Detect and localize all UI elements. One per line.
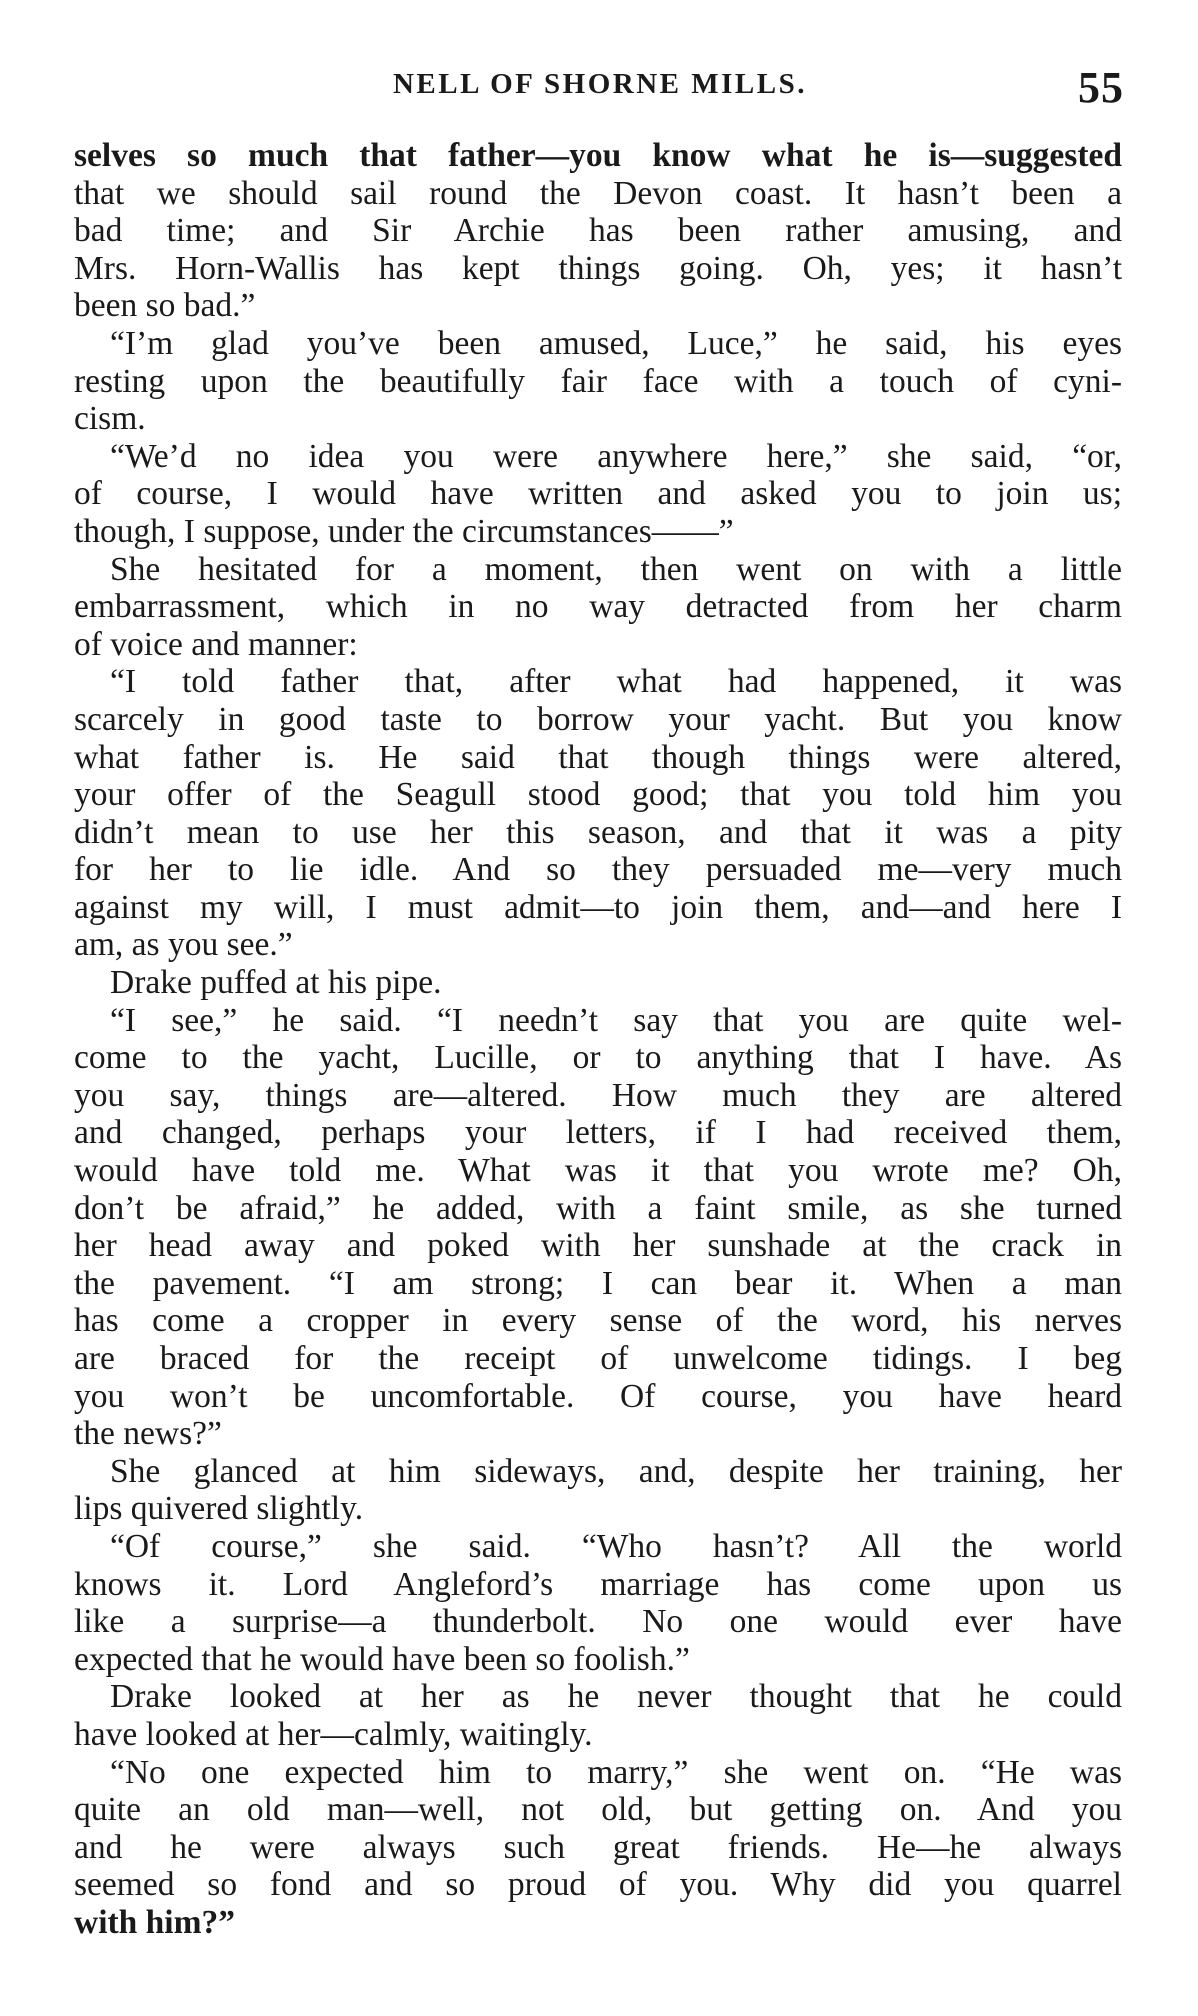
text-line: you say, things are—altered. How much they are altered [74,1076,1122,1114]
text-line: don’t be afraid,” he added, with a faint smile, as she turned [74,1189,1122,1227]
text-line: selves so much that father—you know what he is—suggested [74,137,1122,174]
text-line: scarcely in good taste to borrow your yacht. But you know [74,700,1122,738]
text-line: bad time; and Sir Archie has been rather amusing, and [74,212,1122,250]
running-title: NELL OF SHORNE MILLS. [392,68,807,100]
page-number: 55 [1078,63,1124,112]
text-line: been so bad.” [74,287,256,325]
text-line: and changed, perhaps your letters, if I had received them, [74,1114,1122,1152]
text-line: for her to lie idle. And so they persuaded me—very much [74,851,1122,889]
text-line: am, as you see.” [74,926,293,964]
text-line: “I’m glad you’ve been amused, Luce,” he said, his eyes [110,324,1122,362]
text-line: lips quivered slightly. [74,1490,364,1528]
text-line: has come a cropper in every sense of the word, his nerves [74,1302,1122,1340]
text-line: the news?” [74,1415,222,1453]
text-line: of voice and manner: [74,625,358,663]
text-line: didn’t mean to use her this season, and that it was a pity [74,813,1122,851]
text-line: “Of course,” she said. “Who hasn’t? All the world [110,1527,1122,1565]
text-line: with him?” [74,1903,236,1941]
text-line: what father is. He said that though things were altered, [74,738,1122,776]
text-line: her head away and poked with her sunshade at the crack in [74,1227,1122,1265]
text-line: like a surprise—a thunderbolt. No one would ever have [74,1603,1122,1641]
text-line: of course, I would have written and asked you to join us; [74,475,1122,513]
text-line: embarrassment, which in no way detracted from her charm [74,588,1122,626]
text-line: She glanced at him sideways, and, despite her training, her [110,1452,1122,1490]
text-line: She hesitated for a moment, then went on with a little [110,550,1122,588]
text-line: that we should sail round the Devon coast. It hasn’t been a [74,174,1122,212]
text-line: expected that he would have been so foolish.” [74,1640,690,1678]
text-line: cism. [74,400,146,438]
text-line: you won’t be uncomfortable. Of course, you have heard [74,1377,1122,1415]
text-line: your offer of the Seagull stood good; that you told him you [74,776,1122,814]
text-line: Drake looked at her as he never thought that he could [110,1678,1122,1716]
text-line: would have told me. What was it that you wrote me? Oh, [74,1152,1122,1190]
text-line: against my will, I must admit—to join them, and—and here I [74,888,1122,926]
text-line: quite an old man—well, not old, but getting on. And you [74,1791,1122,1829]
text-line: and he were always such great friends. He—he always [74,1828,1122,1866]
text-line: are braced for the receipt of unwelcome tidings. I beg [74,1340,1122,1377]
text-line: come to the yacht, Lucille, or to anything that I have. As [74,1039,1122,1077]
text-line: “No one expected him to marry,” she went on. “He was [110,1753,1122,1791]
page-header [72,62,1128,118]
text-line: though, I suppose, under the circumstances——” [74,512,734,550]
text-line: “We’d no idea you were anywhere here,” she said, “or, [110,437,1122,475]
text-line: have looked at her—calmly, waitingly. [74,1715,593,1753]
text-line: “I see,” he said. “I needn’t say that you are quite wel- [110,1001,1122,1039]
text-line: knows it. Lord Angleford’s marriage has come upon us [74,1565,1122,1603]
text-line: seemed so fond and so proud of you. Why did you quarrel [74,1866,1122,1904]
text-line: “I told father that, after what had happened, it was [110,663,1122,701]
text-line: resting upon the beautifully fair face with a touch of cyni- [74,362,1122,400]
body-text [74,137,1122,1942]
text-line: Drake puffed at his pipe. [110,964,442,1002]
text-line: the pavement. “I am strong; I can bear it. When a man [74,1264,1122,1302]
text-line: Mrs. Horn-Wallis has kept things going. Oh, yes; it hasn’t [74,249,1122,287]
